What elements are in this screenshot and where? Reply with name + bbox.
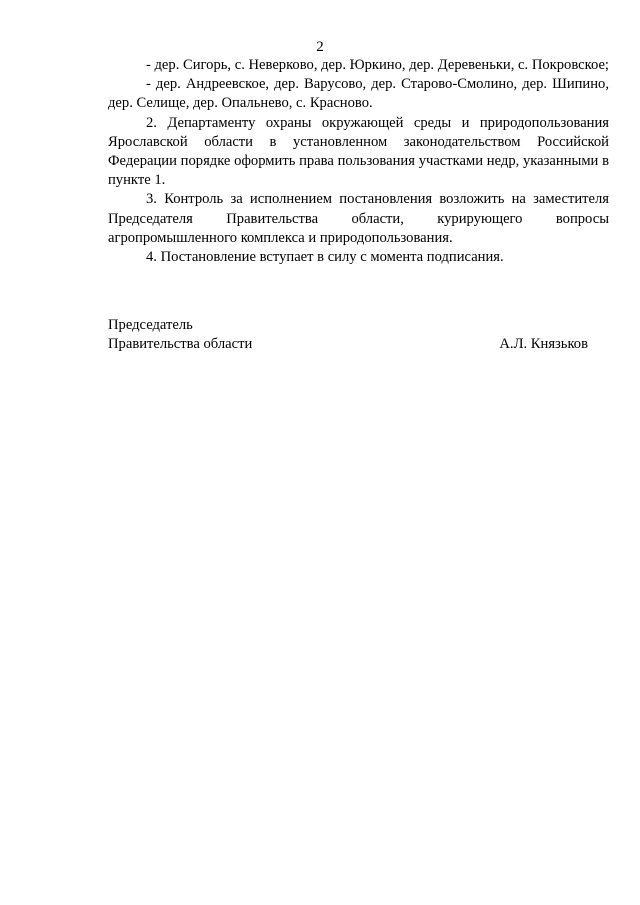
signature-title-row-1 — [108, 316, 588, 335]
paragraph-item-2: 2. Департаменту охраны окружающей среды и природопользования Ярославской области в установленном законодательством Российской Федерации порядке оформить права пользования участками недр, указанными в пункте 1. — [108, 114, 609, 189]
signature-block — [108, 316, 588, 354]
page-number: 2 — [316, 39, 324, 55]
paragraph-item-4: 4. Постановление вступает в силу с момента подписания. — [146, 249, 504, 266]
document-body — [108, 56, 609, 267]
signatory-name: А.Л. Князьков — [499, 336, 588, 353]
signature-title-row-2 — [108, 335, 588, 354]
list-item-villages-2: - дер. Андреевское, дер. Варусово, дер. Старово-Смолино, дер. Шипино, дер. Селище, дер. Опальнево, с. Красново. — [108, 76, 609, 112]
paragraph-item-3: 3. Контроль за исполнением постановления возложить на заместителя Председателя Правительства области, курирующего вопросы агропромышленного комплекса и природопользования. — [108, 191, 609, 246]
signatory-title-line-1: Председатель — [108, 317, 193, 333]
signatory-title-line-2: Правительства области — [108, 336, 253, 353]
list-item-villages-1: - дер. Сигорь, с. Неверково, дер. Юркино, дер. Деревеньки, с. Покровское; — [146, 57, 609, 73]
